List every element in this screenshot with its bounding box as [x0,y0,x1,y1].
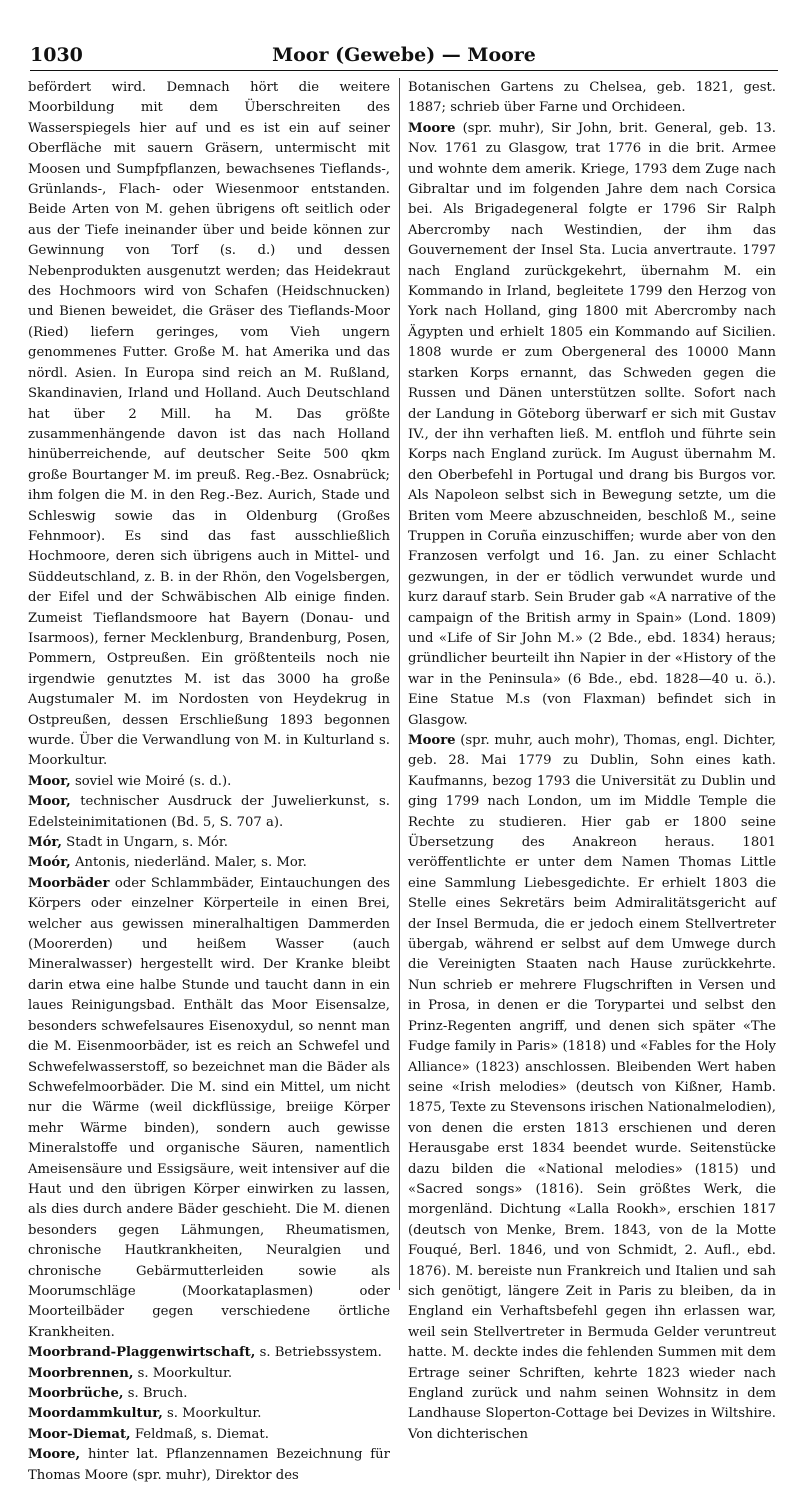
running-head: Moor (Gewebe) — Moore [272,44,536,66]
entry-continuation: befördert wird. Demnach hört die weitere Moorbildung mit dem Überschreiten des Wasserspiegels hier auf und es ist ein auf seiner Oberfläche mit sauern Gräsern, untermischt mit Moosen und Sumpfpflanzen, bewachsenes Tieflands-, Grünlands-, Flach- oder Wiesenmoor entstanden. Beide Arten von M. gehen übrigens oft seitlich oder aus der Tiefe ineinander über und beide können zur Gewinnung von Torf (s. d.) und dessen Nebenprodukten ausgenutzt werden; das Heidekraut des Hochmoors wird von Schafen (Heidschnucken) und Bienen beweidet, die Gräser des Tieflands-Moor (Ried) liefern geringes, vom Vieh ungern genommenes Futter. Große M. hat Amerika und das nördl. Asien. In Europa sind reich an M. Rußland, Skandinavien, Irland und Holland. Auch Deutschland hat über 2 Mill. ha M. Das größte zusammenhängende davon ist das nach Holland hinüberreichende, auf deutscher Seite 500 qkm große Bourtanger M. im preuß. Reg.-Bez. Osnabrück; ihm folgen die M. in den Reg.-Bez. Aurich, Stade und Schleswig sowie das in Oldenburg (Großes Fehnmoor). Es sind das fast ausschließlich Hochmoore, deren sich übrigens auch in Mittel- und Süddeutschland, z. B. in der Rhön, den Vogelsbergen, der Eifel und der Schwäbischen Alb einige finden. Zumeist Tieflandsmoore hat Bayern (Donau- und Isarmoos), ferner Mecklenburg, Brandenburg, Posen, Pommern, Ostpreußen. Ein größtenteils noch nie irgendwie genutztes M. ist das 3000 ha große Augstumaler M. im Nordosten von Heydekrug in Ostpreußen, dessen Erschließung 1893 begonnen wurde. Über die Verwandlung von M. in Kulturland s. Moorkultur. [28,80,390,769]
entry-continuation: Botanischen Gartens zu Chelsea, geb. 1821, gest. 1887; schrieb über Farne und Orchideen. [408,80,776,116]
entry-moore-john: Moore (spr. muhr), Sir John, brit. General, geb. 13. Nov. 1761 zu Glasgow, trat 1776 in die brit. Armee und wohnte dem amerik. Kriege, 1793 dem Zuge nach Gibraltar und im folgenden Jahre dem nach Corsica bei. Als Brigadegeneral folgte er 1796 Sir Ralph Abercromby nach Westindien, der ihm das Gouvernement der Insel Sta. Lucia anvertraute. 1797 nach England zurückgekehrt, übernahm M. ein Kommando in Irland, begleitete 1799 den Herzog von York nach Holland, ging 1800 mit Abercromby nach Ägypten und erhielt 1805 ein Kommando auf Sicilien. 1808 wurde er zum Obergeneral des 10000 Mann starken Korps ernannt, das Schweden gegen die Russen und Dänen unterstützen sollte. Sofort nach der Landung in Göteborg überwarf er sich mit Gustav IV., der ihn verhaften ließ. M. entfloh und führte sein Korps nach England zurück. Im August übernahm M. den Oberbefehl in Portugal und drang bis Burgos vor. Als Napoleon selbst sich in Bewegung setzte, um die Briten vom Meere abzuschneiden, beschloß M., seine Truppen in Coruña einzuschiffen; wurde aber von den Franzosen verfolgt und 16. Jan. zu einer Schlacht gezwungen, in der er tödlich verwundet wurde und kurz darauf starb. Sein Bruder gab «A narrative of the campaign of the British army in Spain» (Lond. 1809) und «Life of Sir John M.» (2 Bde., ebd. 1834) heraus; gründlicher beurteilt ihn Napier in der «History of the war in the Peninsula» (6 Bde., ebd. 1828—40 u. ö.). Eine Statue M.s (von Flaxman) befindet sich in Glasgow. [408,120,776,728]
entry-moor-antonis: Moór, Antonis, niederländ. Maler, s. Mor. [28,855,307,871]
page-number: 1030 [30,44,83,66]
entry-moore-thomas: Moore (spr. muhr, auch mohr), Thomas, engl. Dichter, geb. 28. Mai 1779 zu Dublin, Sohn eines kath. Kaufmanns, bezog 1793 die Universität zu Dublin und ging 1799 nach London, um im Middle Temple die Rechte zu studieren. Hier gab er 1800 seine Übersetzung des Anakreon heraus. 1801 veröffentlichte er unter dem Namen Thomas Little eine Sammlung Liebesgedichte. Er erhielt 1803 die Stelle eines Sekretärs beim Admiralitätsgericht auf der Insel Bermuda, die er jedoch einem Stellvertreter übergab, während er selbst auf dem Umwege durch die Vereinigten Staaten nach Hause zurückkehrte. Nun schrieb er mehrere Flugschriften in Versen und in Prosa, in denen er die Torypartei und selbst den Prinz-Regenten angriff, und denen sich später «The Fudge family in Paris» (1818) und «Fables for the Holy Alliance» (1823) anschlossen. Bleibenden Wert haben seine «Irish melodies» (deutsch von Kißner, Hamb. 1875, Texte zu Stevensons irischen Nationalmelodien), von denen die ersten 1813 erschienen und deren Herausgabe erst 1834 beendet wurde. Seitenstücke dazu bilden die «National melodies» (1815) und «Sacred songs» (1816). Sein größtes Werk, die morgenländ. Dichtung «Lalla Rookh», erschien 1817 (deutsch von Menke, Brem. 1843, von de la Motte Fouqué, Berl. 1846, und von Schmidt, 2. Aufl., ebd. 1876). M. bereiste nun Frankreich und Italien und sah sich genötigt, längere Zeit in Paris zu bleiben, da in England ein Verhaftsbefehl gegen ihn erlassen war, weil sein Stellvertreter in Bermuda Gelder veruntreut hatte. M. deckte indes die fehlenden Summen mit dem Ertrage seiner Schriften, kehrte 1823 wieder nach England zurück und nahm seinen Wohnsitz in dem Landhause Sloperton-Cottage bei Devizes in Wiltshire. Von dichterischen [408,733,776,1442]
entry-moorbaeder: Moorbäder oder Schlammbäder, Eintauchungen des Körpers oder einzelner Körperteile in einen Brei, welcher aus gewissen mineralhaltigen Dammerden (Moorerden) und heißem Wasser (auch Mineralwasser) hergestellt wird. Der Kranke bleibt darin etwa eine halbe Stunde und taucht dann in ein laues Reinigungsbad. Enthält das Moor Eisensalze, besonders schwefelsaures Eisenoxydul, so nennt man die M. Eisenmoorbäder, ist es reich an Schwefel und Schwefelwasserstoff, so bezeichnet man die Bäder als Schwefelmoorbäder. Die M. sind ein Mittel, um nicht nur die Wärme (weil dickflüssige, breiige Körper mehr Wärme binden), sondern auch gewisse Mineralstoffe und organische Säuren, namentlich Ameisensäure und Essigsäure, weit intensiver auf die Haut und den übrigen Körper einwirken zu lassen, als dies durch andere Bäder geschieht. Die M. dienen besonders gegen Lähmungen, Rheumatismen, chronische Hautkrankheiten, Neuralgien und chronische Gebärmutterleiden sowie als Moorumschläge (Moorkataplasmen) oder Moorteilbäder gegen verschiedene örtliche Krankheiten. [28,875,390,1340]
entry-moor-juwelier: Moor, technischer Ausdruck der Juwelierkunst, s. Edelsteinimitationen (Bd. 5, S. 707 a). [28,794,390,830]
entry-moore-botanik: Moore, hinter lat. Pflanzennamen Bezeichnung für Thomas Moore (spr. muhr), Direktor des [28,1447,390,1483]
entry-moor-gewebe: Moor, soviel wie Moiré (s. d.). [28,773,232,789]
page-header [30,42,778,71]
column-divider [399,78,400,1290]
entry-moordammkultur: Moordammkultur, s. Moorkultur. [28,1406,262,1422]
entry-moorbrueche: Moorbrüche, s. Bruch. [28,1386,188,1401]
entry-moorbrennen: Moorbrennen, s. Moorkultur. [28,1365,233,1381]
left-column [28,78,390,1483]
right-column [408,78,776,1442]
entry-moorbrand: Moorbrand-Plaggenwirtschaft, s. Betriebssystem. [28,1345,382,1361]
entry-moor-diemat: Moor-Diemat, Feldmaß, s. Diemat. [28,1426,269,1442]
entry-mor-stadt: Mór, Stadt in Ungarn, s. Mór. [28,835,228,851]
